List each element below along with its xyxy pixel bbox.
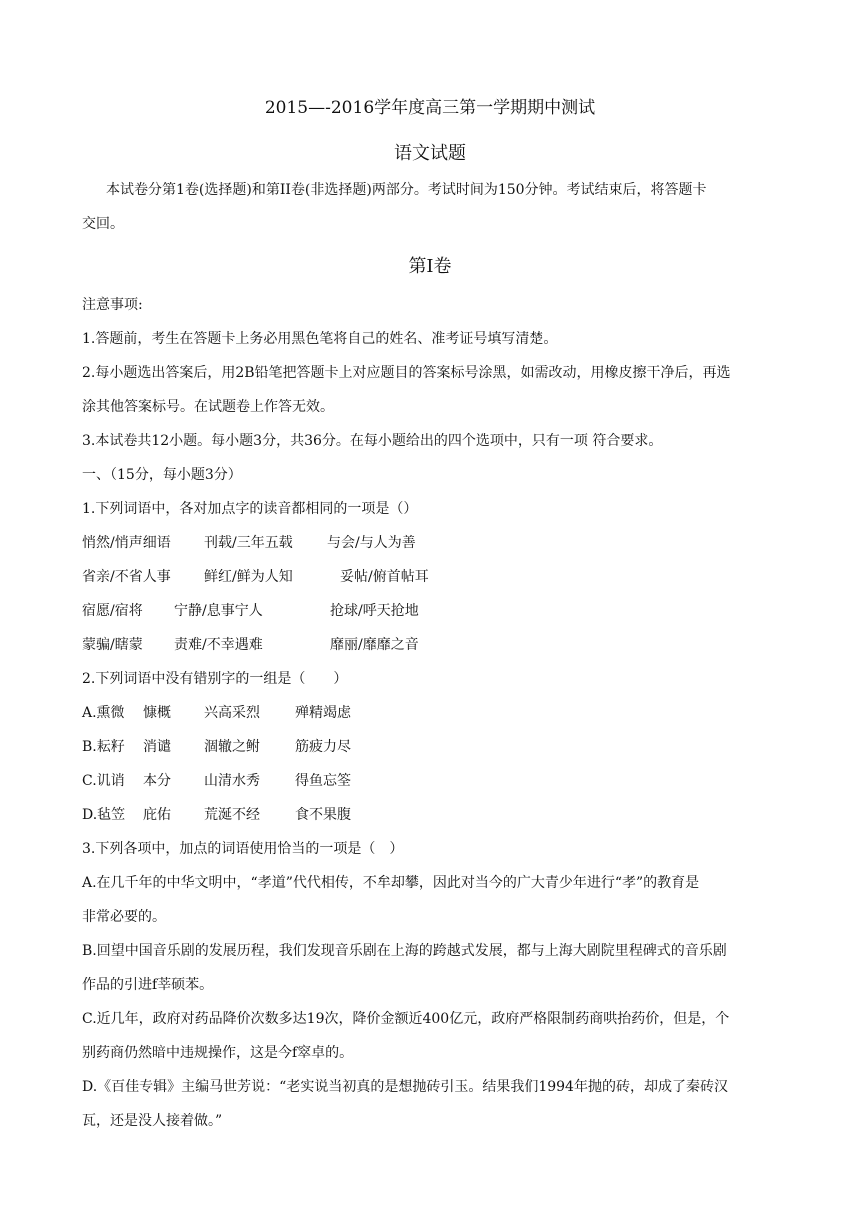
q2-word: 筋疲力尽 <box>295 739 351 755</box>
q1-cell: 与会/与人为善 <box>327 535 416 551</box>
q2-word: 山清水秀 <box>204 773 260 789</box>
q2-option-label: A.熏微 <box>82 705 125 721</box>
q1-cell: 蒙骗/瞎蒙 <box>82 637 143 653</box>
q2-option-label: D.毡笠 <box>82 807 126 823</box>
q3-option-line: 瓦，还是没人接着做。” <box>82 1113 223 1129</box>
q1-cell: 责难/不幸遇难 <box>174 637 263 653</box>
q3-option-line: C.近几年，政府对药品降价次数多达19次，降价金额近400亿元，政府严格限制药商哄抬药价，但是，个 <box>82 1011 730 1027</box>
question-stem: 2.下列词语中没有错别字的一组是（ ） <box>82 671 348 687</box>
q2-word: 涸辙之鲋 <box>204 739 260 755</box>
q1-cell: 悄然/悄声细语 <box>82 535 171 551</box>
q2-word: 庇佑 <box>143 807 171 823</box>
q2-word: 本分 <box>143 773 171 789</box>
section-heading: 一、（15分，每小题3分） <box>82 467 242 483</box>
q3-option-line: A.在几千年的中华文明中，“孝道”代代相传，不牟却攀，因此对当今的广大青少年进行“孝”的教育是 <box>82 875 700 891</box>
q3-option-line: B.回望中国音乐剧的发展历程，我们发现音乐剧在上海的跨越式发展，都与上海大剧院里程碑式的音乐剧 <box>82 943 727 959</box>
q1-cell: 鲜红/鲜为人知 <box>204 569 293 585</box>
note-item: 涂其他答案标号。在试题卷上作答无效。 <box>82 399 334 415</box>
q1-cell: 宁静/息事宁人 <box>174 603 263 619</box>
q1-cell: 靡丽/靡靡之音 <box>330 637 419 653</box>
question-stem: 1.下列词语中，各对加点字的读音都相同的一项是（） <box>82 501 418 517</box>
note-item: 1.答题前，考生在答题卡上务必用黑色笔将自己的姓名、准考证号填写清楚。 <box>82 331 558 347</box>
intro-paragraph-line: 本试卷分第1卷(选择题)和第II卷(非选择题)两部分。考试时间为150分钟。考试结束后，将答题卡 <box>106 182 707 198</box>
q2-word: 得鱼忘筌 <box>295 773 351 789</box>
q2-word: 荒涎不经 <box>204 807 260 823</box>
volume-title: 第I卷 <box>408 256 452 277</box>
q2-word: 食不果腹 <box>295 807 351 823</box>
q3-option-line: 别药商仍然暗中违规操作，这是今f窣卓的。 <box>82 1045 354 1061</box>
note-item: 3.本试卷共12小题。每小题3分，共36分。在每小题给出的四个选项中，只有一项 符合要求。 <box>82 433 663 449</box>
intro-paragraph-line: 交回。 <box>82 216 124 232</box>
notes-heading: 注意事项: <box>82 297 143 313</box>
subject-title: 语文试题 <box>394 143 466 164</box>
q2-word: 殚精竭虑 <box>295 705 351 721</box>
q3-option-line: 非常必要的。 <box>82 909 166 925</box>
question-stem: 3.下列各项中，加点的词语使用恰当的一项是（ ） <box>82 841 404 857</box>
q2-word: 慷概 <box>143 705 171 721</box>
exam-title: 2015—-2016学年度高三第一学期期中测试 <box>264 98 596 118</box>
note-item: 2.每小题选出答案后，用2B铅笔把答题卡上对应题目的答案标号涂黑，如需改动，用橡皮擦干净后，再选 <box>82 365 731 381</box>
q1-cell: 刊载/三年五载 <box>204 535 293 551</box>
q2-word: 消谴 <box>143 739 171 755</box>
q1-cell: 抢球/呼天抢地 <box>330 603 419 619</box>
q1-cell: 妥帖/俯首帖耳 <box>340 569 429 585</box>
q2-word: 兴高采烈 <box>204 705 260 721</box>
q2-option-label: B.耘籽 <box>82 739 125 755</box>
q1-cell: 宿愿/宿将 <box>82 603 143 619</box>
q3-option-line: 作品的引进f莘硕苯。 <box>82 977 214 993</box>
q2-option-label: C.讥诮 <box>82 773 125 789</box>
q1-cell: 省亲/不省人事 <box>82 569 171 585</box>
q3-option-line: D.《百佳专辑》主编马世芳说：“老实说当初真的是想抛砖引玉。结果我们1994年抛的砖，却成了秦砖汉 <box>82 1079 728 1095</box>
